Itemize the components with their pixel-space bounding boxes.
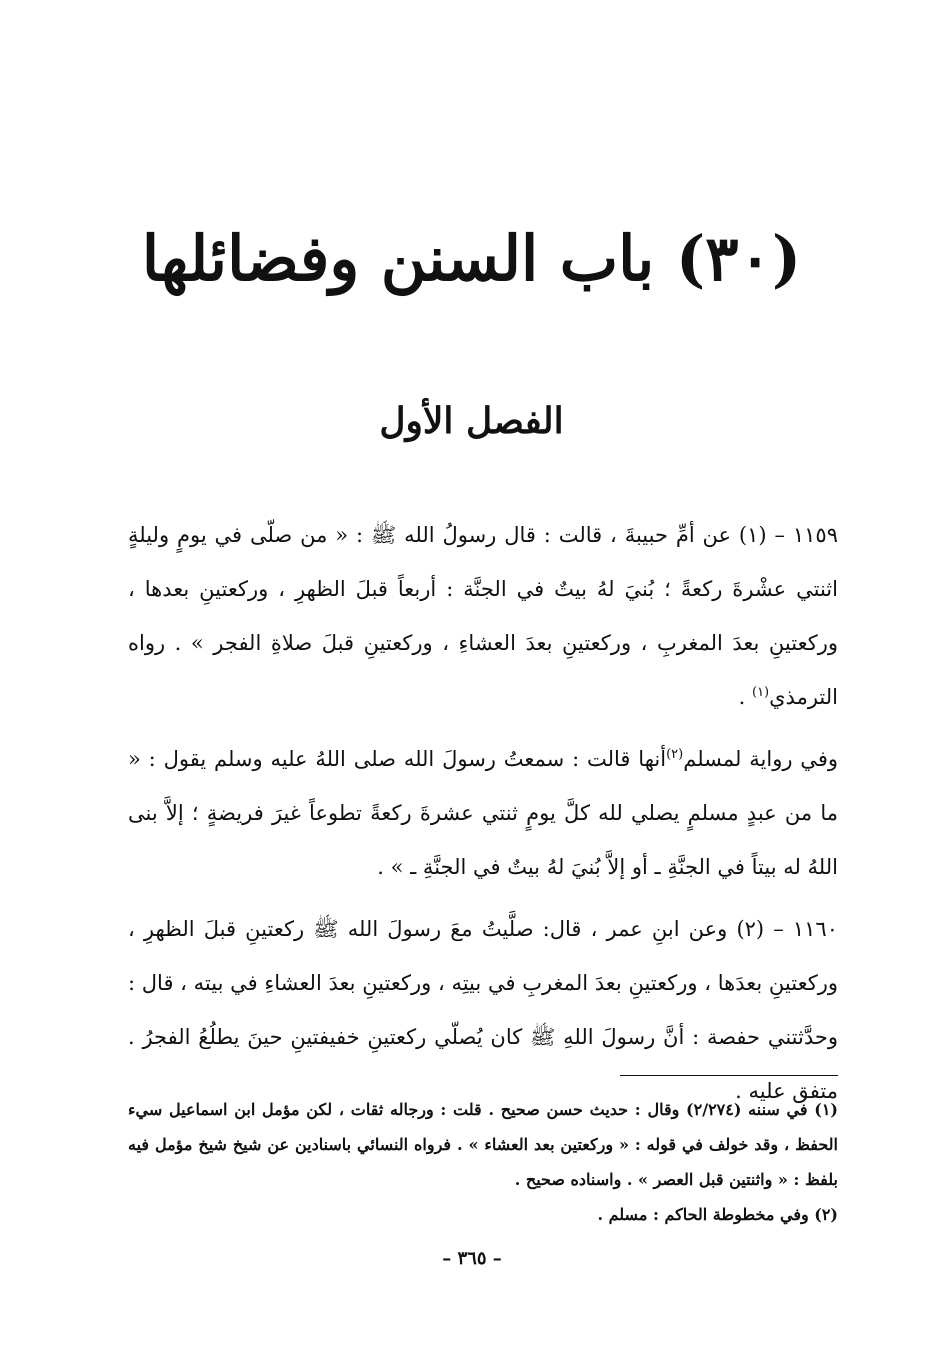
muslim-narration-intro: وفي رواية لمسلم: [683, 747, 838, 771]
hadith-1159: [128, 508, 838, 724]
hadith-1160-text: ١١٦٠ – (٢) وعن ابنِ عمر ، قال: صلَّيتُ معَ رسولَ الله ﷺ ركعتينِ قبلَ الظهرِ ، وركعتينِ بعدَها ، وركعتينِ بعدَ المغربِ في بيتِه ، وركعتينِ بعدَ العشاءِ في بيته ، قال : وحدَّثتني حفصة : أنَّ رسولَ اللهِ ﷺ كان يُصلّي ركعتينِ خفيفتينِ حينَ يطلُعُ الفجرُ . متفق عليه .: [128, 917, 838, 1103]
footnotes: [128, 1092, 838, 1232]
hadith-1159-end: .: [738, 685, 752, 709]
muslim-narration-text: أنها قالت : سمعتُ رسولَ الله صلى اللهُ عليه وسلم يقول : « ما من عبدٍ مسلمٍ يصلي لله كلَّ يومٍ ثنتي عشرةَ ركعةً تطوعاً غيرَ فريضةٍ ؛ إلاَّ بنى اللهُ له بيتاً في الجنَّةِ ـ أو إلاَّ بُنيَ لهُ بيتٌ في الجنَّةِ ـ » .: [128, 747, 838, 879]
hadith-1160: [128, 902, 838, 1118]
chapter-title: (٣٠) باب السنن وفضائلها: [141, 222, 802, 295]
footnote-1: (١) في سننه (٢/٢٧٤) وقال : حديث حسن صحيح . قلت : ورجاله ثقات ، لكن مؤمل ابن اسماعيل سيء الحفظ ، وقد خولف في قوله : « وركعتين بعد العشاء » . فرواه النسائي باسنادين عن شيخ شيخ مؤمل فيه بلفظ : « واثنتين قبل العصر » . واسناده صحيح .: [128, 1100, 839, 1189]
footnote-2: (٢) وفي مخطوطة الحاكم : مسلم .: [597, 1205, 838, 1224]
footnote-ref-2: (٢): [666, 747, 684, 762]
footnote-ref-1: (١): [751, 685, 770, 700]
hadith-1159-text: ١١٥٩ – (١) عن أمِّ حبيبةَ ، قالت : قال رسولُ الله ﷺ : « من صلّى في يومٍ وليلةٍ اثنتي عشْرةَ ركعةً ؛ بُنيَ لهُ بيتٌ في الجنَّة : أربعاً قبلَ الظهرِ ، وركعتينِ بعدها ، وركعتينِ بعدَ المغربِ ، وركعتينِ بعدَ العشاءِ ، وركعتينِ قبلَ صلاةِ الفجر » . رواه الترمذي: [128, 523, 838, 709]
page-number: – ٣٦٥ –: [442, 1248, 502, 1269]
footnote-divider: [620, 1075, 838, 1076]
hadith-1159-muslim-narration: [128, 732, 838, 894]
section-title: الفصل الأول: [379, 400, 564, 442]
main-text: [128, 508, 838, 1118]
